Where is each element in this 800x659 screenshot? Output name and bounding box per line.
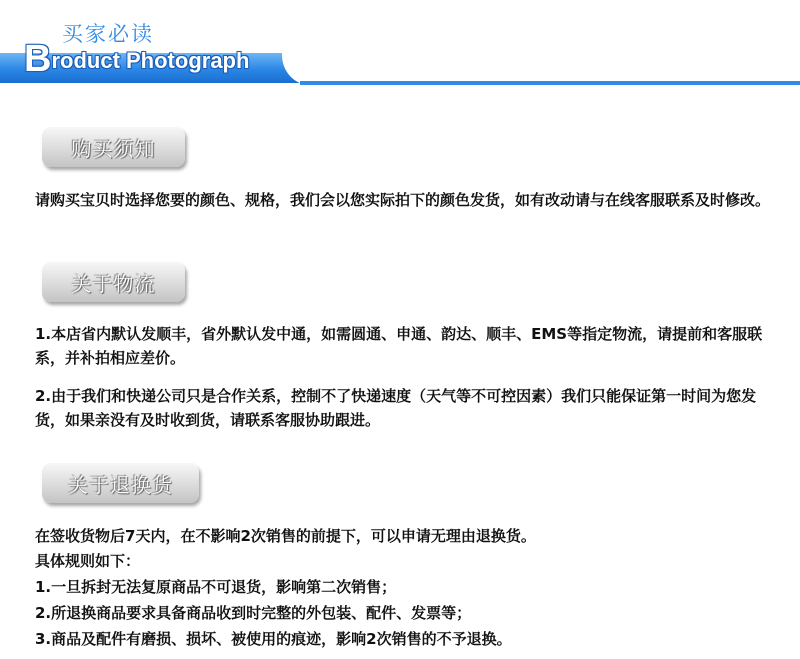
header-en-title: [24, 38, 249, 81]
logistics-item-1: 1.本店省内默认发顺丰，省外默认发中通，如需圆通、申通、韵达、顺丰、EMS等指定物流，请提前和客服联系，并补拍相应差价。: [35, 325, 763, 367]
header-cn-title: 买家必读: [62, 22, 154, 46]
returns-intro: 在签收货物后7天内，在不影响2次销售的前提下，可以申请无理由退换货。: [35, 527, 536, 545]
header-en-title-rest: roduct Photograph: [51, 48, 250, 73]
header-en-title-initial: B: [24, 38, 52, 80]
header-divider-line: [300, 81, 800, 85]
notice-text: 请购买宝贝时选择您要的颜色、规格，我们会以您实际拍下的颜色发货，如有改动请与在线客服联系及时修改。: [35, 191, 771, 209]
list-item: 3.商品及配件有磨损、损坏、被使用的痕迹，影响2次销售的不予退换。: [35, 630, 512, 648]
returns-rules-list: [35, 574, 775, 652]
returns-rules-heading: 具体规则如下：: [35, 552, 141, 570]
section-label-logistics: 关于物流: [42, 262, 185, 302]
list-item: 1.一旦拆封无法复原商品不可退货，影响第二次销售；: [35, 578, 397, 596]
page-header: [0, 0, 800, 95]
list-item: 2.所退换商品要求具备商品收到时完整的外包装、配件、发票等；: [35, 604, 472, 622]
section-label-returns: 关于退换货: [42, 463, 199, 503]
section-label-notice: 购买须知: [42, 127, 185, 167]
logistics-item-2: 2.由于我们和快递公司只是合作关系，控制不了快递速度（天气等不可控因素）我们只能保证第一时间为您发货，如果亲没有及时收到货，请联系客服协助跟进。: [35, 387, 757, 429]
